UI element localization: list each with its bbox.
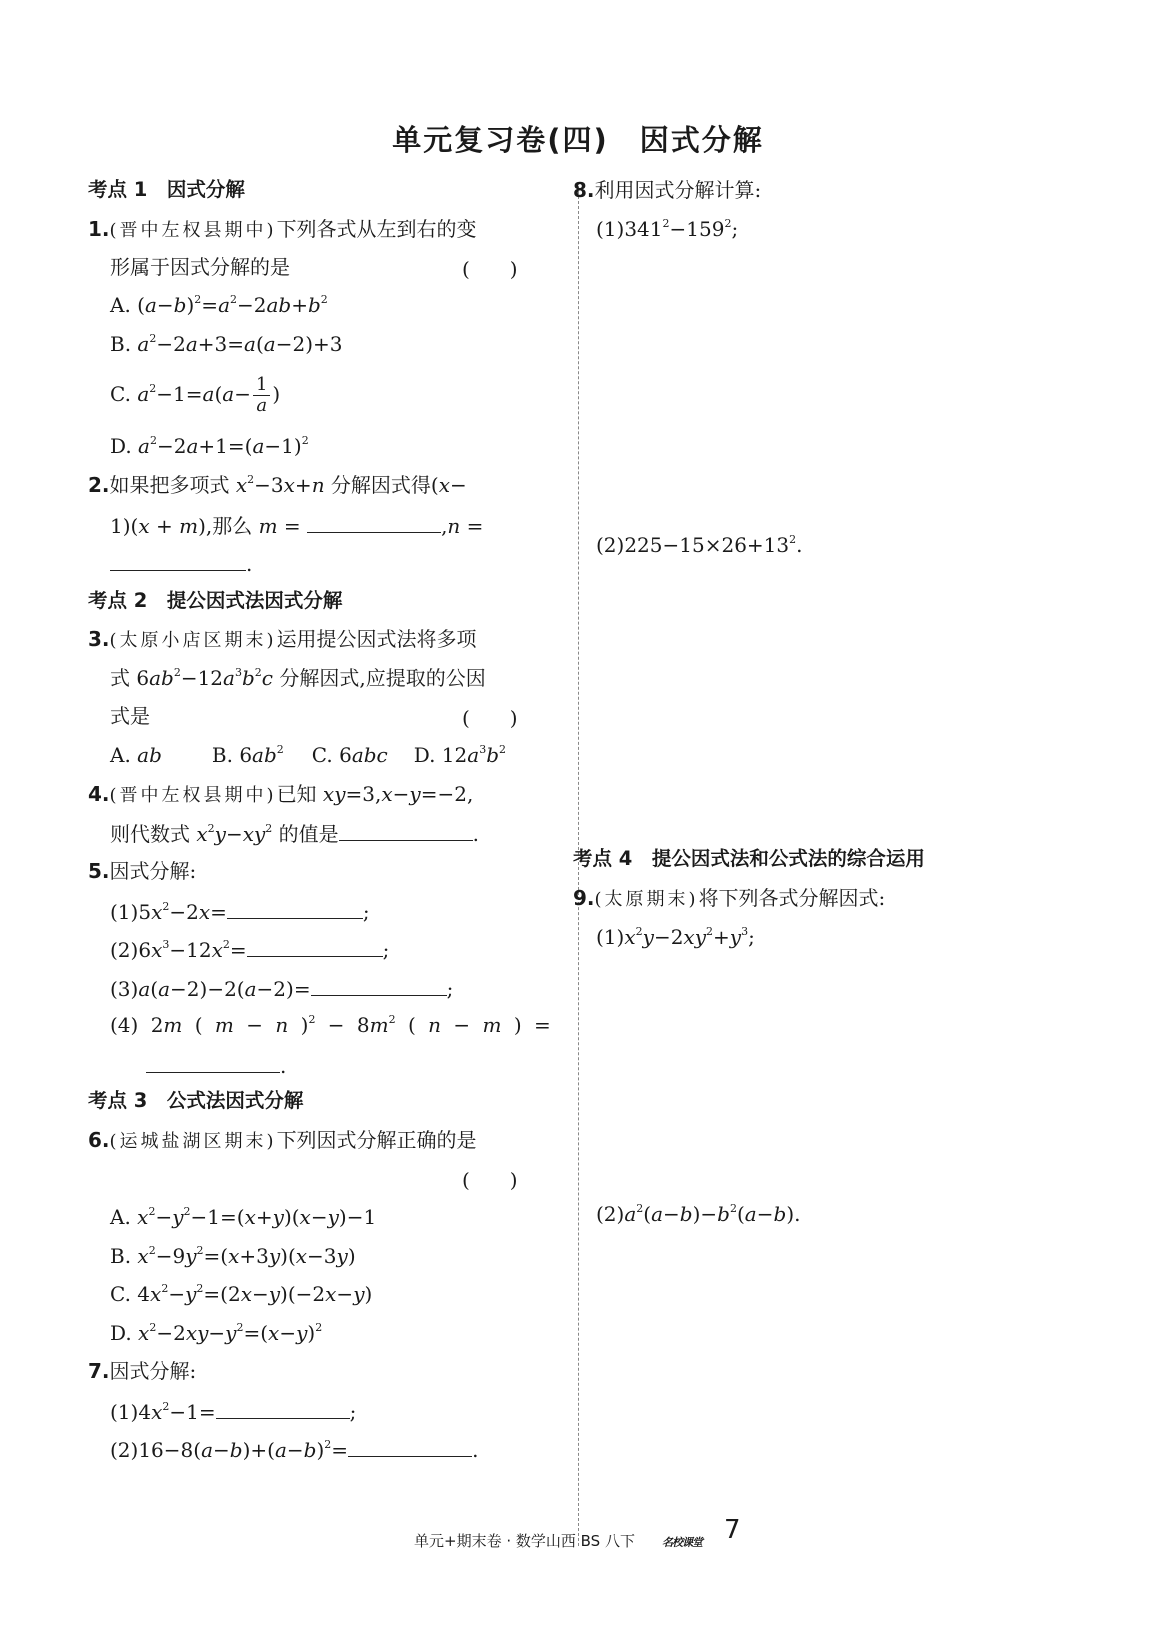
q8-part1: $(1)341^2-159^2$; [596, 217, 739, 241]
question-9 [573, 884, 885, 914]
q5-part4: (4) 2m ( m − n )$^2 - 8m^2$ ( n − m ) = [110, 1013, 551, 1037]
question-8 [573, 176, 761, 204]
answer-paren: ( ) [462, 1168, 518, 1192]
question-5 [88, 857, 196, 885]
question-source: (太原期末) [594, 889, 699, 910]
publisher-logo: 名校课堂 [662, 1536, 702, 1549]
question-3-line2: 式 $6ab^2-12a^3b^2c$ 分解因式,应提取的公因 [110, 666, 486, 690]
question-stem: 将下列各式分解因式: [698, 886, 886, 910]
answer-blank[interactable] [339, 818, 473, 841]
option-c: C. $a^2-1=a(a-$ $\frac{1}{a}$ ) [110, 374, 281, 416]
option-c: C. $4x^2-y^2=(2x-y)(-2x-y)$ [110, 1282, 373, 1306]
question-number: 8. [573, 178, 595, 202]
answer-blank[interactable] [216, 1396, 350, 1419]
question-number: 4. [88, 782, 110, 806]
q5-part3: (3)a(a−2)−2(a−2)= ; [110, 973, 453, 1003]
page-number: 7 [724, 1515, 741, 1545]
option-a: A. $x^2-y^2-1=(x+y)(x-y)-1$ [110, 1205, 377, 1229]
q7-part1: $(1)4x^2-1=$ ; [110, 1396, 356, 1426]
q9-part1: $(1)x^2y-2xy^2+y^3$; [596, 925, 755, 949]
section-heading-3: 考点 3 公式法因式分解 [88, 1089, 304, 1112]
answer-paren: ( ) [462, 257, 518, 281]
option-a: A. $(a-b)^2=a^2-2ab+b^2$ [110, 293, 328, 317]
question-source: (晋中左权县期中) [109, 785, 277, 806]
option-b: B. $x^2-9y^2=(x+3y)(x-3y)$ [110, 1244, 356, 1268]
question-stem: 下列因式分解正确的是 [276, 1128, 477, 1152]
question-stem: 因式分解: [109, 859, 197, 883]
question-stem: 利用因式分解计算: [594, 178, 762, 202]
question-4-line2: 则代数式 $x^2y-xy^2$ 的值是 . [110, 818, 479, 848]
section-heading-4: 考点 4 提公因式法和公式法的综合运用 [573, 847, 925, 870]
q5-part4-line2: . [146, 1050, 286, 1080]
question-2-line3: . [110, 548, 252, 578]
question-source: (运城盐湖区期末) [109, 1131, 277, 1152]
answer-blank[interactable] [110, 548, 246, 571]
question-number: 9. [573, 886, 595, 910]
answer-blank[interactable] [348, 1434, 472, 1457]
option-a: A. ab [110, 743, 162, 767]
q9-part2: $(2)a^2(a-b)-b^2(a-b)$. [596, 1202, 801, 1226]
question-source: (太原小店区期末) [109, 630, 277, 651]
question-number: 3. [88, 627, 110, 651]
question-number: 1. [88, 217, 110, 241]
question-stem: 下列各式从左到右的变 [276, 217, 477, 241]
q8-part2: $(2)225-15\times 26+13^2$. [596, 533, 803, 557]
q5-part1: $(1)5x^2-2x=$ ; [110, 896, 370, 926]
option-b: B. $a^2-2a+3=a(a-2)+3$ [110, 332, 343, 356]
question-number: 2. [88, 473, 110, 497]
footer-text: 单元+期末卷 · 数学山西 BS 八下 [414, 1532, 635, 1550]
fraction: $\frac{1}{a}$ [253, 375, 270, 416]
question-3-options [110, 741, 506, 769]
page-title: 单元复习卷(四) 因式分解 [392, 123, 764, 157]
q7-part2: $(2)16-8(a-b)+(a-b)^2=$ . [110, 1434, 478, 1464]
question-2: 2.如果把多项式 $x^2-3x+n$ 分解因式得(x− [88, 473, 467, 497]
answer-blank[interactable] [146, 1050, 280, 1073]
question-stem: 运用提公因式法将多项 [276, 627, 477, 651]
option-d: D. $12a^3b^2$ [413, 743, 506, 767]
question-1 [88, 215, 477, 245]
answer-paren: ( ) [462, 706, 518, 730]
question-3 [88, 625, 477, 655]
question-number: 6. [88, 1128, 110, 1152]
question-4: 4.(晋中左权县期中)已知 xy=3,x−y=−2, [88, 782, 474, 806]
answer-blank[interactable] [227, 896, 363, 919]
question-2-line2: 1)(x + m),那么 m = ,n = [110, 510, 483, 540]
option-b: B. $6ab^2$ [211, 743, 284, 767]
section-heading-1: 考点 1 因式分解 [88, 178, 245, 201]
option-d: D. $x^2-2xy-y^2=(x-y)^2$ [110, 1321, 323, 1345]
option-d: D. $a^2-2a+1=(a-1)^2$ [110, 434, 309, 458]
question-stem: 因式分解: [109, 1359, 197, 1383]
question-number: 5. [88, 859, 110, 883]
question-1-stem-line2: 形属于因式分解的是 [110, 255, 290, 279]
answer-blank[interactable] [311, 973, 447, 996]
question-3-line3: 式是 [110, 704, 150, 728]
answer-blank[interactable] [307, 510, 441, 533]
answer-blank[interactable] [247, 934, 383, 957]
q5-part2: $(2)6x^3-12x^2=$ ; [110, 934, 389, 964]
question-number: 7. [88, 1359, 110, 1383]
question-source: (晋中左权县期中) [109, 220, 277, 241]
section-heading-2: 考点 2 提公因式法因式分解 [88, 589, 343, 612]
question-6 [88, 1126, 477, 1156]
option-c: C. 6abc [311, 743, 388, 767]
question-7 [88, 1357, 196, 1385]
